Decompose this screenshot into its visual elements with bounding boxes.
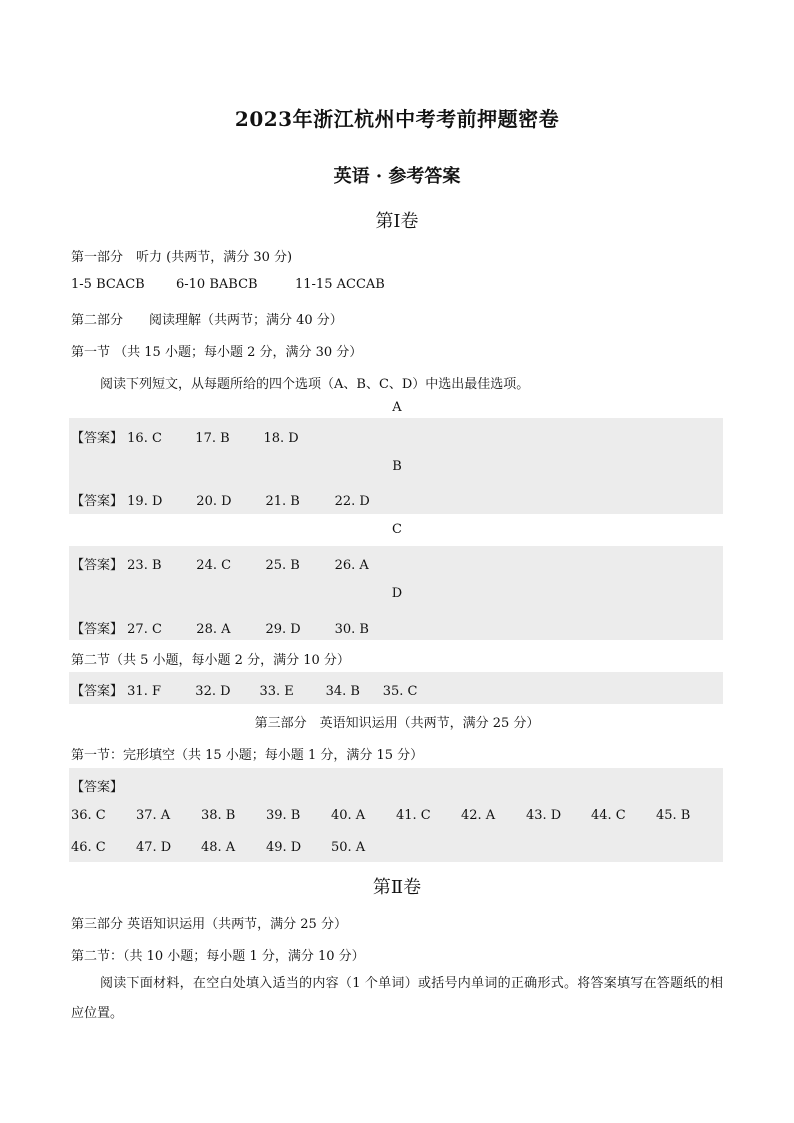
cloze-answer-prefix: 【答案】: [71, 780, 124, 795]
document-title: 2023年浙江杭州中考考前押题密卷: [234, 107, 560, 131]
section2-answers: [71, 680, 417, 699]
vol2-part3-heading: 第三部分 英语知识运用（共两节，满分 25 分）: [71, 917, 347, 932]
passage-c-answers: [71, 554, 369, 573]
answer-prefix: 【答案】: [71, 622, 124, 637]
answer-19: 19. D: [127, 494, 163, 509]
answer-40: 40. A: [331, 808, 366, 823]
answer-26: 26. A: [334, 558, 369, 573]
volume-1-label: 第Ⅰ卷: [375, 211, 419, 232]
answer-18: 18. D: [263, 431, 299, 446]
answer-33: 33. E: [259, 684, 294, 699]
cloze-answers-row-1: [71, 808, 721, 823]
answer-43: 43. D: [526, 808, 562, 823]
vol2-section2-instruction: 阅读下面材料，在空白处填入适当的内容（1 个单词）或括号内单词的正确形式。将答案填写在答题纸的相应位置。: [71, 976, 723, 1021]
answer-49: 49. D: [266, 840, 302, 855]
answer-37: 37. A: [136, 808, 171, 823]
answer-48: 48. A: [201, 840, 236, 855]
part2-section1-heading: 第一节 （共 15 小题；每小题 2 分，满分 30 分）: [71, 345, 363, 360]
answer-prefix: 【答案】: [71, 684, 124, 699]
answer-17: 17. B: [195, 431, 230, 446]
part2-section1-instruction: 阅读下列短文，从每题所给的四个选项（A、B、C、D）中选出最佳选项。: [100, 377, 530, 392]
answer-32: 32. D: [195, 684, 231, 699]
passage-a-label: A: [392, 400, 402, 415]
answer-45: 45. B: [656, 808, 691, 823]
answer-44: 44. C: [591, 808, 626, 823]
passage-b-label: B: [392, 459, 402, 474]
answer-35: 35. C: [382, 684, 418, 699]
answer-16: 16. C: [127, 431, 162, 446]
passage-d-label: D: [391, 586, 403, 601]
answer-28: 28. A: [196, 622, 231, 637]
answer-20: 20. D: [196, 494, 232, 509]
answer-23: 23. B: [127, 558, 162, 573]
answer-21: 21. B: [265, 494, 300, 509]
answer-39: 39. B: [266, 808, 301, 823]
part1-heading: 第一部分 听力 (共两节，满分 30 分): [71, 250, 293, 265]
vol2-section2-heading: 第二节：（共 10 小题；每小题 1 分，满分 10 分）: [71, 949, 365, 964]
answer-42: 42. A: [461, 808, 496, 823]
answer-50: 50. A: [331, 840, 366, 855]
cloze-answers-row-2: [71, 840, 721, 855]
part3-heading: 第三部分 英语知识运用（共两节，满分 25 分）: [254, 716, 540, 731]
answer-30: 30. B: [334, 622, 369, 637]
part1-answers-1: 1-5 BCACB: [71, 277, 145, 292]
passage-b-answers: [71, 490, 370, 509]
answer-47: 47. D: [136, 840, 172, 855]
part1-answers-2: 6-10 BABCB: [176, 277, 258, 292]
answer-27: 27. C: [127, 622, 162, 637]
passage-c-label: C: [392, 522, 402, 537]
part1-answers-3: 11-15 ACCAB: [295, 277, 385, 292]
answer-29: 29. D: [265, 622, 301, 637]
passage-a-answers: [71, 427, 299, 446]
answer-41: 41. C: [396, 808, 431, 823]
answer-22: 22. D: [334, 494, 370, 509]
answer-38: 38. B: [201, 808, 236, 823]
answer-25: 25. B: [265, 558, 300, 573]
passage-d-answers: [71, 618, 369, 637]
volume-2-label: 第Ⅱ卷: [372, 877, 422, 898]
document-subtitle: 英语 · 参考答案: [333, 166, 461, 187]
answer-24: 24. C: [196, 558, 232, 573]
part2-section2-heading: 第二节（共 5 小题，每小题 2 分，满分 10 分）: [71, 653, 350, 668]
answer-31: 31. F: [127, 684, 161, 699]
answer-prefix: 【答案】: [71, 558, 124, 573]
part2-heading: 第二部分 阅读理解（共两节；满分 40 分）: [71, 313, 343, 328]
part3-section1-heading: 第一节：完形填空（共 15 小题；每小题 1 分，满分 15 分）: [71, 748, 424, 763]
answer-34: 34. B: [325, 684, 360, 699]
answer-prefix: 【答案】: [71, 494, 124, 509]
answer-36: 36. C: [71, 808, 106, 823]
answer-46: 46. C: [71, 840, 106, 855]
answer-prefix: 【答案】: [71, 431, 124, 446]
